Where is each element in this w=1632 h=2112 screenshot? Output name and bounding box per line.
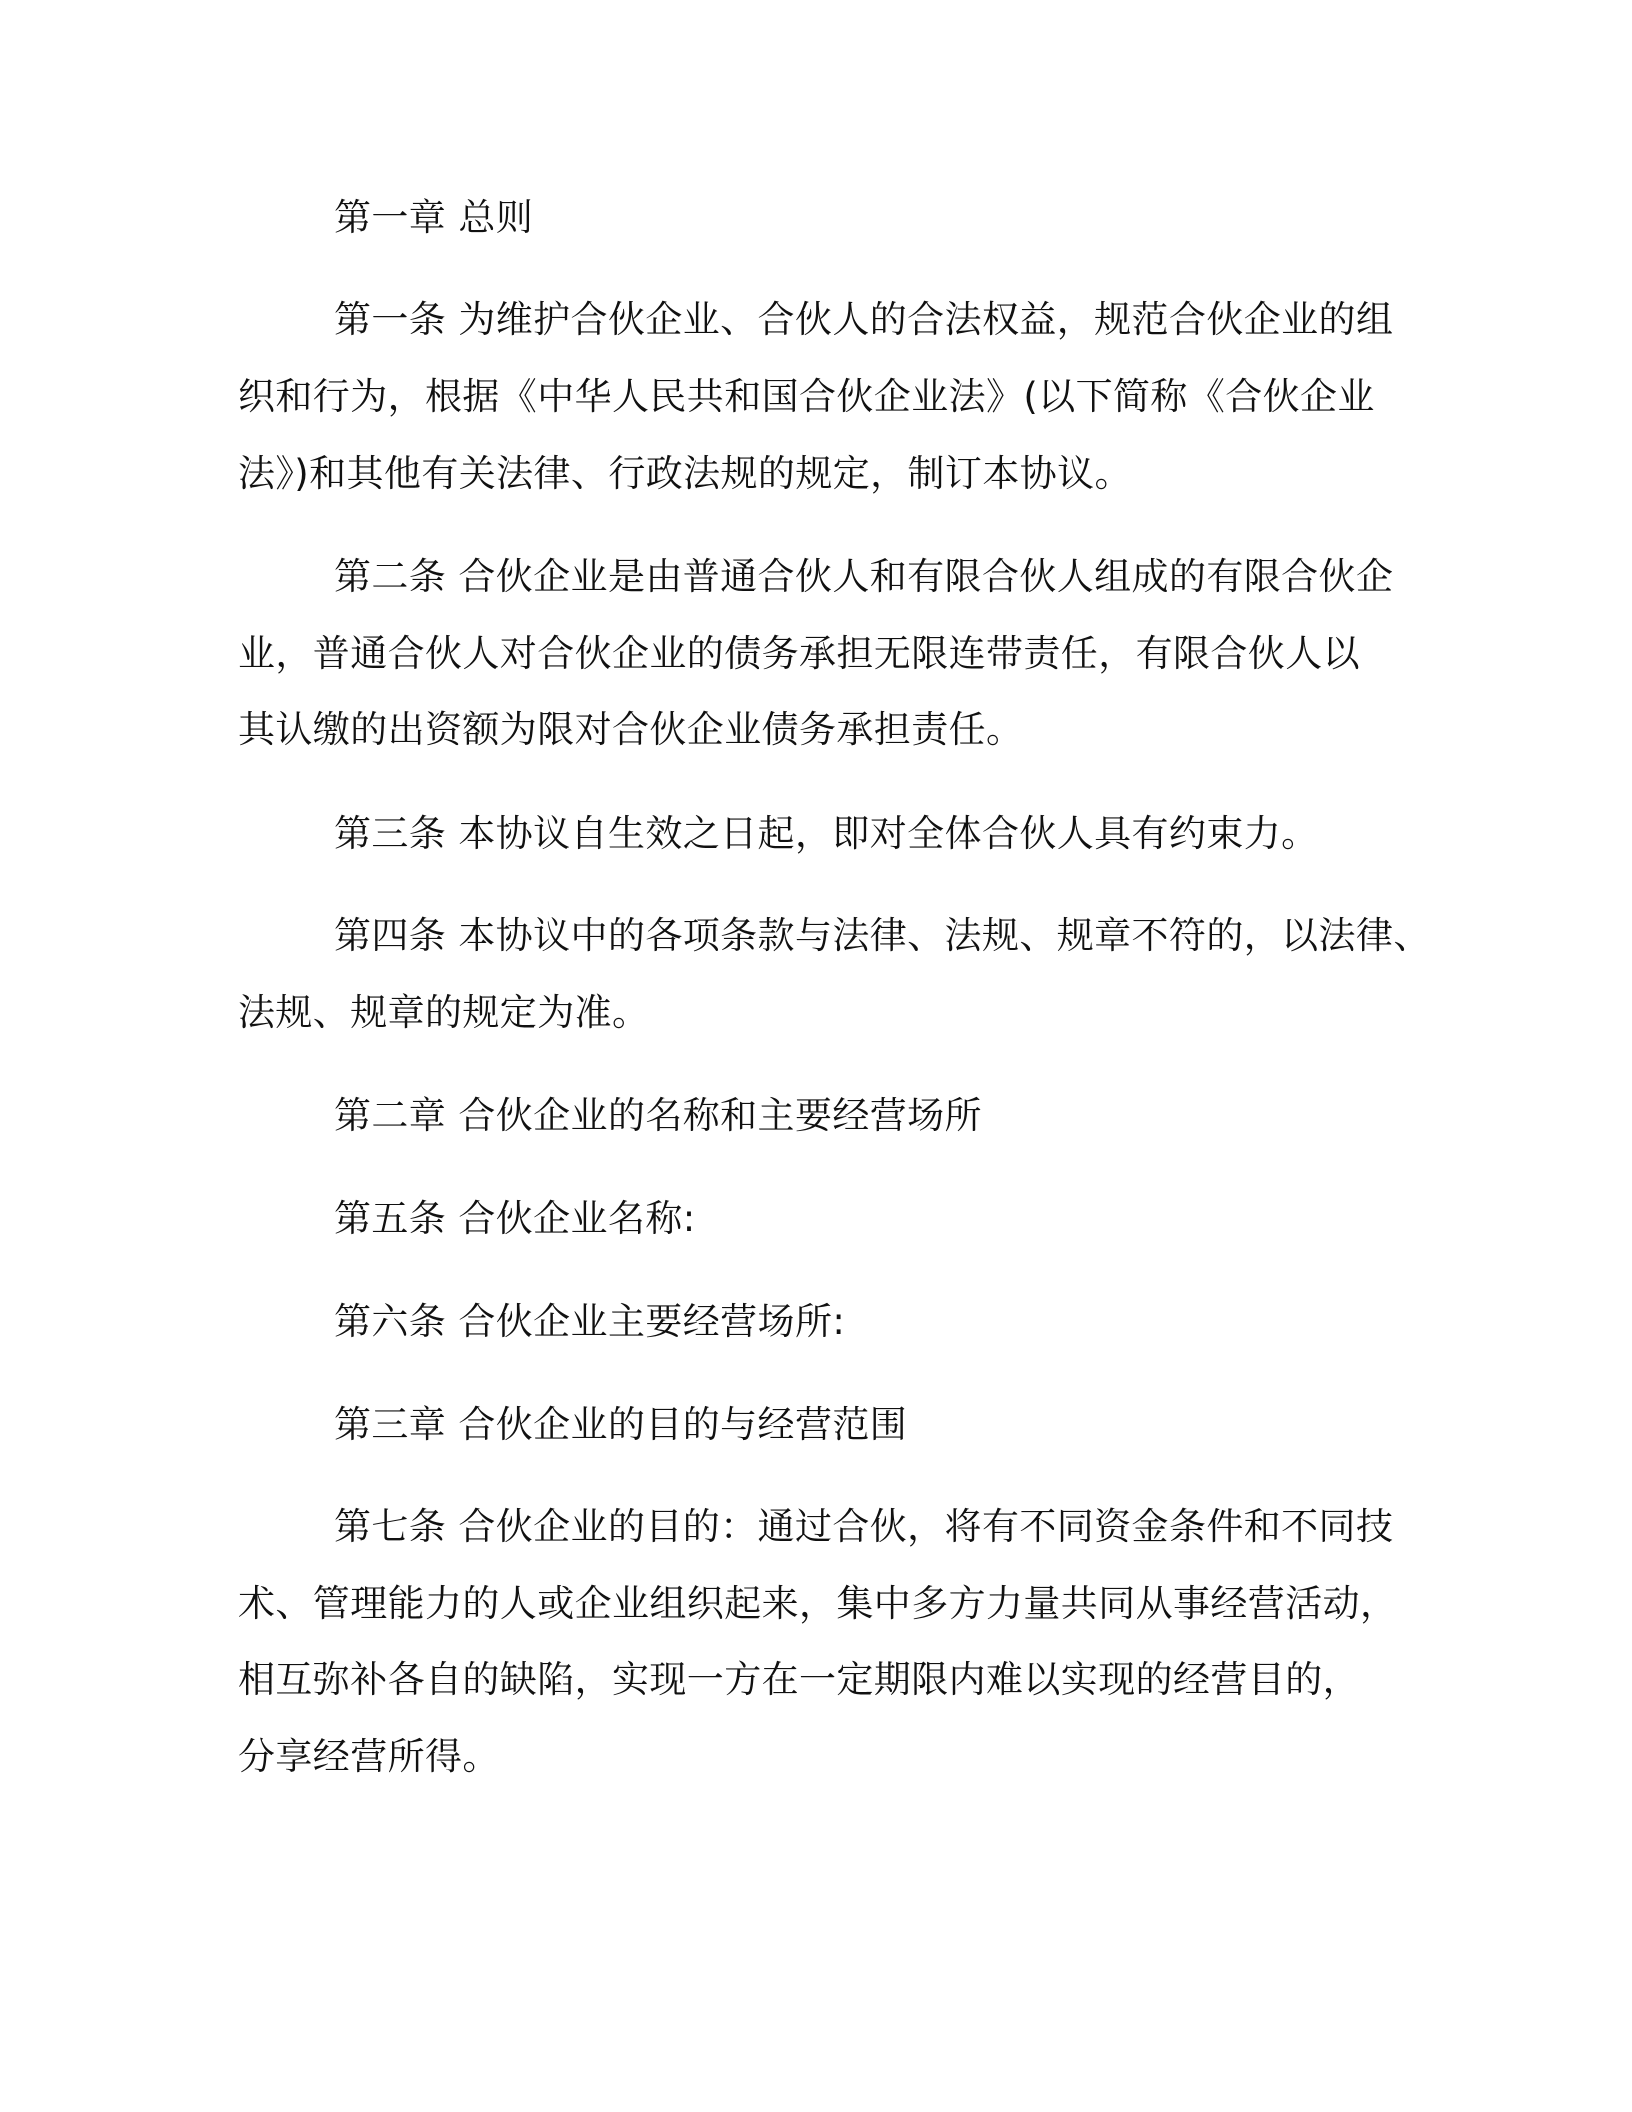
article-7-line-3: 相互弥补各自的缺陷，实现一方在一定期限内难以实现的经营目的， — [238, 1658, 1360, 1701]
chapter-2-heading: 第二章 合伙企业的名称和主要经营场所 — [334, 1094, 982, 1137]
article-2-line-2: 业，普通合伙人对合伙企业的债务承担无限连带责任，有限合伙人以 — [238, 632, 1360, 675]
article-6-line-1: 第六条 合伙企业主要经营场所: — [334, 1300, 846, 1343]
article-4-line-2: 法规、规章的规定为准。 — [238, 991, 650, 1034]
article-1-line-2: 织和行为，根据《中华人民共和国合伙企业法》(以下简称《合伙企业 — [238, 375, 1375, 418]
chapter-1-heading: 第一章 总则 — [334, 196, 534, 239]
article-5-line-1: 第五条 合伙企业名称: — [334, 1197, 696, 1240]
article-1-line-3: 法》)和其他有关法律、行政法规的规定，制订本协议。 — [238, 452, 1132, 495]
article-7-line-1: 第七条 合伙企业的目的：通过合伙，将有不同资金条件和不同技 — [334, 1505, 1394, 1548]
article-4-line-1: 第四条 本协议中的各项条款与法律、法规、规章不符的，以法律、 — [334, 914, 1431, 957]
article-3-line-1: 第三条 本协议自生效之日起，即对全体合伙人具有约束力。 — [334, 812, 1319, 855]
article-2-line-3: 其认缴的出资额为限对合伙企业债务承担责任。 — [238, 708, 1024, 751]
chapter-3-heading: 第三章 合伙企业的目的与经营范围 — [334, 1403, 908, 1446]
article-7-line-2: 术、管理能力的人或企业组织起来，集中多方力量共同从事经营活动， — [238, 1582, 1398, 1625]
article-7-line-4: 分享经营所得。 — [238, 1735, 500, 1778]
article-1-line-1: 第一条 为维护合伙企业、合伙人的合法权益，规范合伙企业的组 — [334, 298, 1394, 341]
article-2-line-1: 第二条 合伙企业是由普通合伙人和有限合伙人组成的有限合伙企 — [334, 555, 1394, 598]
